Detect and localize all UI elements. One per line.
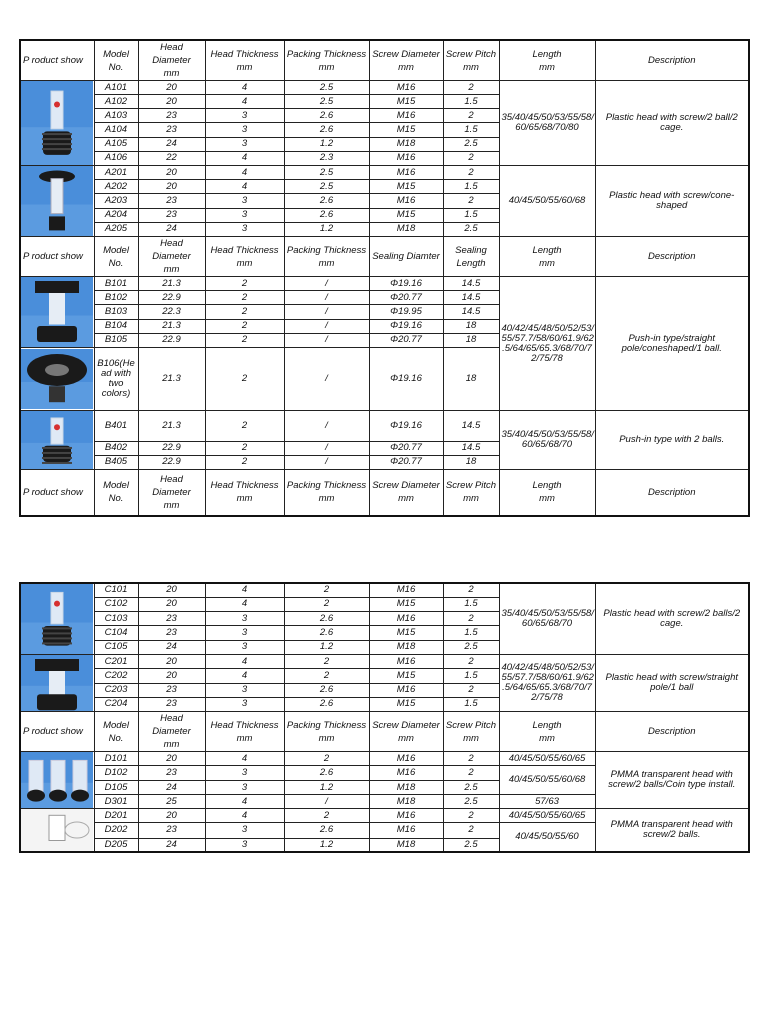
spec-value: 2: [443, 612, 499, 626]
table-header-row: [20, 40, 749, 81]
column-header: Description: [595, 470, 749, 516]
spec-value: 2: [205, 291, 284, 305]
spec-value: A104: [94, 123, 138, 137]
spec-value: 23: [138, 683, 205, 697]
spec-value: B401: [94, 411, 138, 442]
spec-value: M15: [369, 597, 443, 611]
spec-value: 2: [443, 583, 499, 597]
spec-value: 22: [138, 151, 205, 165]
product-photo: [20, 655, 94, 712]
column-header: Sealing Diamter: [369, 237, 443, 277]
column-header: Head Thickness mm: [205, 470, 284, 516]
spec-value: 2: [443, 766, 499, 781]
spec-value: D202: [94, 823, 138, 839]
column-header: Head Thickness mm: [205, 40, 284, 81]
spec-value: M18: [369, 640, 443, 654]
spec-value: Φ19.16: [369, 411, 443, 442]
spec-value: B105: [94, 333, 138, 347]
spec-value: M18: [369, 781, 443, 795]
spec-value: 1.2: [284, 222, 369, 236]
spec-value: 1.2: [284, 781, 369, 795]
spec-value: M18: [369, 222, 443, 236]
spec-value: Φ20.77: [369, 291, 443, 305]
description-value: Push-in type with 2 balls.: [595, 411, 749, 470]
spec-value: 3: [205, 838, 284, 852]
column-header: Screw Diameter mm: [369, 470, 443, 516]
spec-value: A103: [94, 109, 138, 123]
spec-value: A201: [94, 166, 138, 180]
spec-value: A102: [94, 95, 138, 109]
spec-value: B106(He ad with two colors): [94, 348, 138, 411]
spec-value: 2: [205, 333, 284, 347]
spec-value: 3: [205, 194, 284, 208]
spec-value: C103: [94, 612, 138, 626]
column-header: Head Diameter mm: [138, 40, 205, 81]
column-header: Screw Pitch mm: [443, 712, 499, 752]
spec-value: B103: [94, 305, 138, 319]
spec-value: /: [284, 455, 369, 469]
product-photo: [20, 81, 94, 166]
spec-value: D102: [94, 766, 138, 781]
spec-value: 2.5: [284, 95, 369, 109]
spec-value: /: [284, 305, 369, 319]
column-header: Screw Pitch mm: [443, 40, 499, 81]
spec-value: 4: [205, 151, 284, 165]
spec-value: 24: [138, 781, 205, 795]
table-row: [20, 166, 749, 180]
spec-table-bottom: [19, 582, 750, 853]
spec-value: M16: [369, 151, 443, 165]
spec-value: 2.5: [443, 137, 499, 151]
length-value: 40/45/50/55/60: [499, 823, 595, 853]
spec-value: 4: [205, 597, 284, 611]
spec-value: 20: [138, 809, 205, 823]
table-row: [20, 809, 749, 823]
spec-value: 4: [205, 583, 284, 597]
spec-value: 2: [443, 81, 499, 95]
spec-value: M15: [369, 208, 443, 222]
table-header-row: [20, 237, 749, 277]
length-value: 35/40/45/50/53/55/58/ 60/65/68/70: [499, 411, 595, 470]
spec-value: /: [284, 411, 369, 442]
spec-value: 2.5: [443, 781, 499, 795]
spec-value: 2: [443, 823, 499, 839]
spec-value: A105: [94, 137, 138, 151]
spec-value: 18: [443, 319, 499, 333]
column-header: Screw Diameter mm: [369, 40, 443, 81]
spec-value: 14.5: [443, 411, 499, 442]
spec-value: 4: [205, 669, 284, 683]
spec-value: 20: [138, 597, 205, 611]
spec-value: 4: [205, 795, 284, 809]
spec-value: 22.9: [138, 441, 205, 455]
spec-value: 2.5: [443, 222, 499, 236]
spec-value: 14.5: [443, 441, 499, 455]
column-header: Model No.: [94, 237, 138, 277]
spec-value: D201: [94, 809, 138, 823]
spec-value: 3: [205, 781, 284, 795]
spec-value: 2.6: [284, 612, 369, 626]
spec-value: 2: [284, 583, 369, 597]
spec-value: C204: [94, 697, 138, 711]
product-photo: [20, 411, 94, 470]
spec-value: A205: [94, 222, 138, 236]
spec-value: 18: [443, 455, 499, 469]
column-header: Model No.: [94, 470, 138, 516]
spec-value: M16: [369, 612, 443, 626]
spec-value: Φ19.16: [369, 319, 443, 333]
spec-value: M15: [369, 95, 443, 109]
spec-value: 2.6: [284, 109, 369, 123]
length-value: 35/40/45/50/53/55/58/ 60/65/68/70/80: [499, 81, 595, 166]
spec-value: 2: [284, 597, 369, 611]
spec-value: 22.9: [138, 333, 205, 347]
spec-value: 1.2: [284, 640, 369, 654]
table-header-row: [20, 712, 749, 752]
spec-value: 2: [284, 809, 369, 823]
column-header: Head Diameter mm: [138, 237, 205, 277]
spec-value: 2: [443, 683, 499, 697]
spec-value: M16: [369, 583, 443, 597]
length-value: 40/42/45/48/50/52/53/ 55/57.7/58/60/61.9/62 .5/64/65/65.3/68/70/7 2/75/78: [499, 277, 595, 411]
column-header: Model No.: [94, 40, 138, 81]
spec-value: M16: [369, 823, 443, 839]
product-photo: [20, 166, 94, 237]
spec-value: C101: [94, 583, 138, 597]
spec-value: 1.5: [443, 123, 499, 137]
spec-value: 3: [205, 208, 284, 222]
spec-value: 2: [443, 752, 499, 766]
spec-value: 2: [205, 455, 284, 469]
spec-value: 2.6: [284, 766, 369, 781]
column-header: Length mm: [499, 712, 595, 752]
spec-value: 14.5: [443, 305, 499, 319]
table-row: [20, 583, 749, 597]
spec-value: 1.2: [284, 838, 369, 852]
spec-value: 20: [138, 655, 205, 669]
spec-value: 3: [205, 109, 284, 123]
spec-value: 4: [205, 655, 284, 669]
spec-value: M15: [369, 697, 443, 711]
spec-value: 23: [138, 626, 205, 640]
spec-value: /: [284, 277, 369, 291]
spec-value: /: [284, 348, 369, 411]
spec-value: 23: [138, 766, 205, 781]
spec-value: 3: [205, 612, 284, 626]
table-row: [20, 277, 749, 291]
spec-value: B402: [94, 441, 138, 455]
spec-value: 20: [138, 583, 205, 597]
spec-value: 18: [443, 333, 499, 347]
spec-value: 4: [205, 166, 284, 180]
product-photo: [20, 277, 94, 348]
spec-value: 3: [205, 222, 284, 236]
spec-value: 4: [205, 81, 284, 95]
spec-value: 21.3: [138, 277, 205, 291]
spec-value: 2: [443, 166, 499, 180]
spec-value: 21.3: [138, 319, 205, 333]
spec-value: 2.5: [443, 795, 499, 809]
spec-value: Φ19.95: [369, 305, 443, 319]
table-row: [20, 411, 749, 442]
spec-value: 1.5: [443, 626, 499, 640]
column-header: Packing Thickness mm: [284, 237, 369, 277]
spec-value: C104: [94, 626, 138, 640]
spec-value: 2: [284, 669, 369, 683]
description-value: PMMA transparent head with screw/2 balls.: [595, 809, 749, 853]
spec-value: C202: [94, 669, 138, 683]
spec-value: 23: [138, 823, 205, 839]
column-header: Model No.: [94, 712, 138, 752]
spec-value: Φ19.16: [369, 277, 443, 291]
spec-value: 1.5: [443, 669, 499, 683]
spec-value: 4: [205, 95, 284, 109]
spec-value: M18: [369, 137, 443, 151]
spec-value: 2: [205, 441, 284, 455]
spec-value: 2.6: [284, 208, 369, 222]
spec-value: M16: [369, 81, 443, 95]
spec-value: 2: [443, 655, 499, 669]
spec-value: 20: [138, 95, 205, 109]
length-value: 40/45/50/55/60/65: [499, 752, 595, 766]
spec-value: M16: [369, 194, 443, 208]
spec-value: 18: [443, 348, 499, 411]
length-value: 40/45/50/55/60/68: [499, 766, 595, 795]
length-value: 35/40/45/50/53/55/58/ 60/65/68/70: [499, 583, 595, 655]
spec-value: /: [284, 441, 369, 455]
spec-value: M15: [369, 123, 443, 137]
column-header: P roduct show: [20, 470, 94, 516]
spec-value: 3: [205, 640, 284, 654]
spec-value: 2: [284, 655, 369, 669]
spec-table-top: [19, 39, 750, 517]
spec-value: A202: [94, 180, 138, 194]
length-value: 40/42/45/48/50/52/53/ 55/57.7/58/60/61.9/62 .5/64/65/65.3/68/70/7 2/75/78: [499, 655, 595, 712]
spec-value: B101: [94, 277, 138, 291]
spec-value: 3: [205, 766, 284, 781]
spec-value: A106: [94, 151, 138, 165]
spec-value: 23: [138, 697, 205, 711]
spec-value: /: [284, 795, 369, 809]
table-row: [20, 81, 749, 95]
spec-value: 24: [138, 640, 205, 654]
column-header: Packing Thickness mm: [284, 712, 369, 752]
spec-value: 23: [138, 612, 205, 626]
spec-value: M15: [369, 626, 443, 640]
spec-value: A101: [94, 81, 138, 95]
spec-value: 20: [138, 180, 205, 194]
spec-value: 2.3: [284, 151, 369, 165]
spec-value: 22.9: [138, 455, 205, 469]
spec-value: M15: [369, 669, 443, 683]
column-header: Packing Thickness mm: [284, 40, 369, 81]
spec-value: 1.5: [443, 95, 499, 109]
column-header: Packing Thickness mm: [284, 470, 369, 516]
spec-value: D105: [94, 781, 138, 795]
spec-value: M18: [369, 795, 443, 809]
spec-value: 24: [138, 222, 205, 236]
spec-value: 23: [138, 109, 205, 123]
spec-value: 3: [205, 697, 284, 711]
table-header-row: [20, 470, 749, 516]
column-header: Description: [595, 712, 749, 752]
spec-value: 3: [205, 137, 284, 151]
spec-value: 22.3: [138, 305, 205, 319]
spec-value: 1.5: [443, 697, 499, 711]
table-row: [20, 655, 749, 669]
spec-value: M16: [369, 766, 443, 781]
spec-value: M16: [369, 752, 443, 766]
description-value: PMMA transparent head with screw/2 balls/Coin type install.: [595, 752, 749, 809]
spec-value: 21.3: [138, 411, 205, 442]
length-value: 57/63: [499, 795, 595, 809]
spec-value: 2.6: [284, 823, 369, 839]
spec-value: 2: [205, 319, 284, 333]
spec-value: M16: [369, 109, 443, 123]
spec-value: 1.5: [443, 208, 499, 222]
spec-value: 20: [138, 669, 205, 683]
spec-value: A204: [94, 208, 138, 222]
spec-value: 23: [138, 123, 205, 137]
spec-value: C203: [94, 683, 138, 697]
spec-value: Φ20.77: [369, 441, 443, 455]
spec-value: 1.5: [443, 180, 499, 194]
spec-value: B102: [94, 291, 138, 305]
column-header: Description: [595, 40, 749, 81]
spec-value: 2.6: [284, 194, 369, 208]
spec-value: C102: [94, 597, 138, 611]
spec-value: 22.9: [138, 291, 205, 305]
spec-value: Φ20.77: [369, 333, 443, 347]
description-value: Plastic head with screw/straight pole/1 ball: [595, 655, 749, 712]
product-photo: [20, 752, 94, 809]
spec-value: 25: [138, 795, 205, 809]
spec-value: 4: [205, 809, 284, 823]
column-header: P roduct show: [20, 40, 94, 81]
spec-value: /: [284, 333, 369, 347]
spec-value: 2.5: [443, 640, 499, 654]
spec-value: 2: [205, 305, 284, 319]
spec-value: D101: [94, 752, 138, 766]
column-header: Length mm: [499, 237, 595, 277]
spec-value: M16: [369, 809, 443, 823]
spec-value: 20: [138, 752, 205, 766]
spec-value: 20: [138, 81, 205, 95]
spec-value: M16: [369, 683, 443, 697]
spec-value: 21.3: [138, 348, 205, 411]
column-header: Sealing Length: [443, 237, 499, 277]
spec-value: 2.6: [284, 697, 369, 711]
spec-value: Φ19.16: [369, 348, 443, 411]
column-header: Head Diameter mm: [138, 712, 205, 752]
spec-value: 2: [443, 109, 499, 123]
spec-value: Φ20.77: [369, 455, 443, 469]
length-value: 40/45/50/55/60/68: [499, 166, 595, 237]
spec-value: A203: [94, 194, 138, 208]
spec-value: 2: [284, 752, 369, 766]
spec-value: M15: [369, 180, 443, 194]
spec-value: 2: [205, 348, 284, 411]
spec-value: B405: [94, 455, 138, 469]
spec-value: 4: [205, 180, 284, 194]
spec-value: /: [284, 319, 369, 333]
spec-value: 2.5: [284, 180, 369, 194]
column-header: P roduct show: [20, 237, 94, 277]
spec-value: M16: [369, 166, 443, 180]
spec-value: B104: [94, 319, 138, 333]
spec-value: 14.5: [443, 277, 499, 291]
spec-value: 2: [205, 277, 284, 291]
spec-value: 2: [443, 194, 499, 208]
spec-value: C201: [94, 655, 138, 669]
length-value: 40/45/50/55/60/65: [499, 809, 595, 823]
spec-value: 23: [138, 194, 205, 208]
spec-value: 4: [205, 752, 284, 766]
spec-value: D205: [94, 838, 138, 852]
column-header: Length mm: [499, 40, 595, 81]
spec-value: 2.6: [284, 626, 369, 640]
product-photo: [20, 583, 94, 655]
spec-value: 2.5: [284, 166, 369, 180]
description-value: Plastic head with screw/cone-shaped: [595, 166, 749, 237]
spec-value: 2.5: [443, 838, 499, 852]
table-row: [20, 752, 749, 766]
spec-value: 2: [443, 151, 499, 165]
column-header: Screw Diameter mm: [369, 712, 443, 752]
spec-value: 3: [205, 123, 284, 137]
spec-value: 1.2: [284, 137, 369, 151]
column-header: Head Thickness mm: [205, 712, 284, 752]
spec-value: 2: [205, 411, 284, 442]
spec-value: /: [284, 291, 369, 305]
spec-value: D301: [94, 795, 138, 809]
spec-value: 1.5: [443, 597, 499, 611]
description-value: Plastic head with screw/2 balls/2 cage.: [595, 583, 749, 655]
product-photo: [20, 809, 94, 853]
spec-value: 23: [138, 208, 205, 222]
spec-value: 20: [138, 166, 205, 180]
column-header: Screw Pitch mm: [443, 470, 499, 516]
spec-value: 3: [205, 683, 284, 697]
spec-value: 24: [138, 137, 205, 151]
description-value: Plastic head with screw/2 ball/2 cage.: [595, 81, 749, 166]
spec-value: M18: [369, 838, 443, 852]
column-header: P roduct show: [20, 712, 94, 752]
spec-value: M16: [369, 655, 443, 669]
column-header: Head Thickness mm: [205, 237, 284, 277]
spec-value: 24: [138, 838, 205, 852]
spec-value: 2.5: [284, 81, 369, 95]
column-header: Description: [595, 237, 749, 277]
spec-value: 2.6: [284, 683, 369, 697]
spec-value: C105: [94, 640, 138, 654]
spec-value: 3: [205, 626, 284, 640]
spec-value: 2.6: [284, 123, 369, 137]
description-value: Push-in type/straight pole/coneshaped/1 ball.: [595, 277, 749, 411]
spec-value: 14.5: [443, 291, 499, 305]
spec-value: 3: [205, 823, 284, 839]
spec-value: 2: [443, 809, 499, 823]
column-header: Head Diameter mm: [138, 470, 205, 516]
product-photo: [20, 348, 94, 411]
column-header: Length mm: [499, 470, 595, 516]
